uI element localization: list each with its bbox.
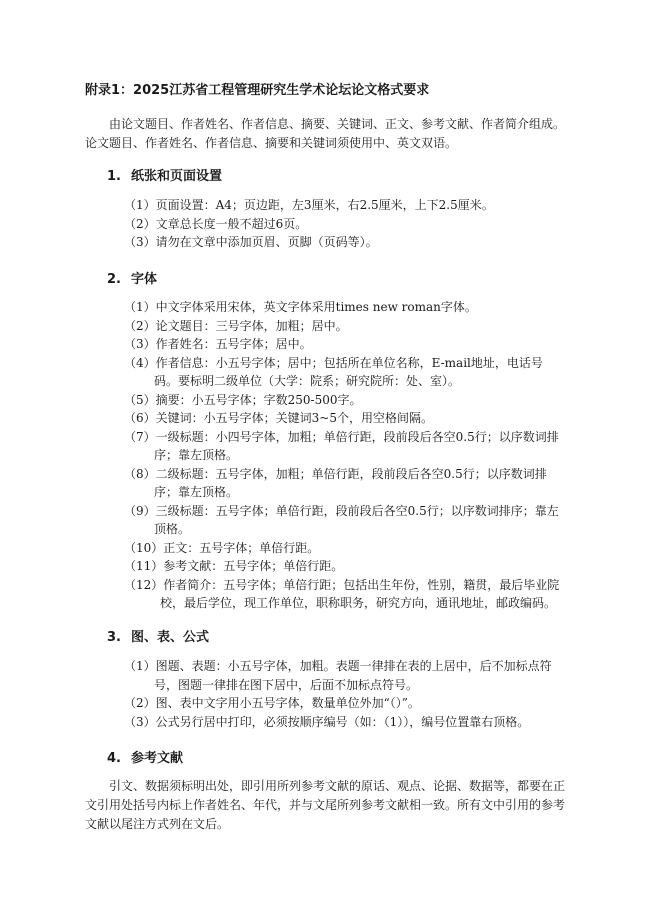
- list-item: （2）论文题目：三号字体，加粗；居中。: [124, 318, 348, 333]
- list-item: （1）页面设置：A4；页边距，左3厘米，右2.5厘米，上下2.5厘米。: [124, 198, 494, 212]
- list-item: （10）正文：五号字体；单倍行距。: [124, 540, 320, 555]
- section-number: 1.: [107, 169, 121, 184]
- list-item: （2）图、表中文字用小五号字体，数量单位外加“（）”。: [124, 696, 420, 710]
- list-item: （9）三级标题：五号字体；单倍行距，段前段后各空0.5行；以序数词排序；靠左顶格。: [124, 503, 559, 536]
- section-title: 纸张和页面设置: [131, 169, 223, 184]
- section-number: 3.: [107, 630, 121, 645]
- section-number: 4.: [107, 751, 121, 766]
- references-paragraph: 引文、数据须标明出处，即引用所列参考文献的原话、观点、论据、数据等，都要在正文引用处括号内标上作者姓名、年代，并与文尾所列参考文献相一致。所有文中引用的参考文献以尾注方式列在文后。: [85, 779, 566, 831]
- section-heading-figures-tables: [107, 626, 209, 645]
- list-item: （11）参考文献：五号字体；单倍行距。: [124, 559, 344, 573]
- list-item: （2）文章总长度一般不超过6页。: [124, 216, 308, 231]
- section-title: 图、表、公式: [131, 630, 210, 645]
- list-item: （1）中文字体采用宋体，英文字体采用times new roman字体。: [124, 300, 477, 314]
- list-item: （3）作者姓名：五号字体；居中。: [124, 337, 312, 351]
- list-item: （8）二级标题：五号字体，加粗；单倍行距，段前段后各空0.5行；以序数词排序；靠左顶格。: [124, 466, 547, 499]
- section-heading-references: [107, 747, 183, 766]
- page-title: 附录1：2025江苏省工程管理研究生学术论坛论文格式要求: [85, 83, 430, 98]
- fonts-list: [124, 298, 564, 613]
- paper-settings-list: [124, 196, 564, 252]
- section-heading-fonts: [107, 268, 157, 287]
- list-item: （6）关键词：小五号字体；关键词3~5个，用空格间隔。: [124, 411, 433, 425]
- list-item: （1）图题、表题：小五号字体，加粗。表题一律排在表的上居中，后不加标点符号，图题一律排在图下居中，后面不加标点符号。: [124, 659, 552, 692]
- list-item: （7）一级标题：小四号字体，加粗；单倍行距，段前段后各空0.5行；以序数词排序；靠左顶格。: [124, 429, 559, 462]
- section-title: 参考文献: [131, 751, 184, 766]
- intro-paragraph: 由论文题目、作者姓名、作者信息、摘要、关键词、正文、参考文献、作者简介组成。论文题目、作者姓名、作者信息、摘要和关键词须使用中、英文双语。: [85, 117, 566, 150]
- section-heading-paper-settings: [107, 165, 222, 184]
- list-item: （3）请勿在文章中添加页眉、页脚（页码等）。: [124, 235, 378, 249]
- list-item: （3）公式另行居中打印，必须按顺序编号（如：（1）），编号位置靠右顶格。: [124, 714, 530, 729]
- section-number: 2.: [107, 272, 121, 287]
- list-item: （5）摘要：小五号字体；字数250-500字。: [124, 392, 362, 407]
- list-item: （4）作者信息：小五号字体；居中；包括所在单位名称，E-mail地址，电话号码。要标明二级单位（大学：院系；研究院所：处、室）。: [124, 355, 543, 388]
- figures-tables-list: [124, 657, 564, 731]
- section-title: 字体: [131, 272, 158, 287]
- list-item: （12）作者简介：五号字体；单倍行距；包括出生年份，性别，籍贯，最后毕业院校，最后学位，现工作单位，职称职务，研究方向，通讯地址，邮政编码。: [124, 577, 560, 610]
